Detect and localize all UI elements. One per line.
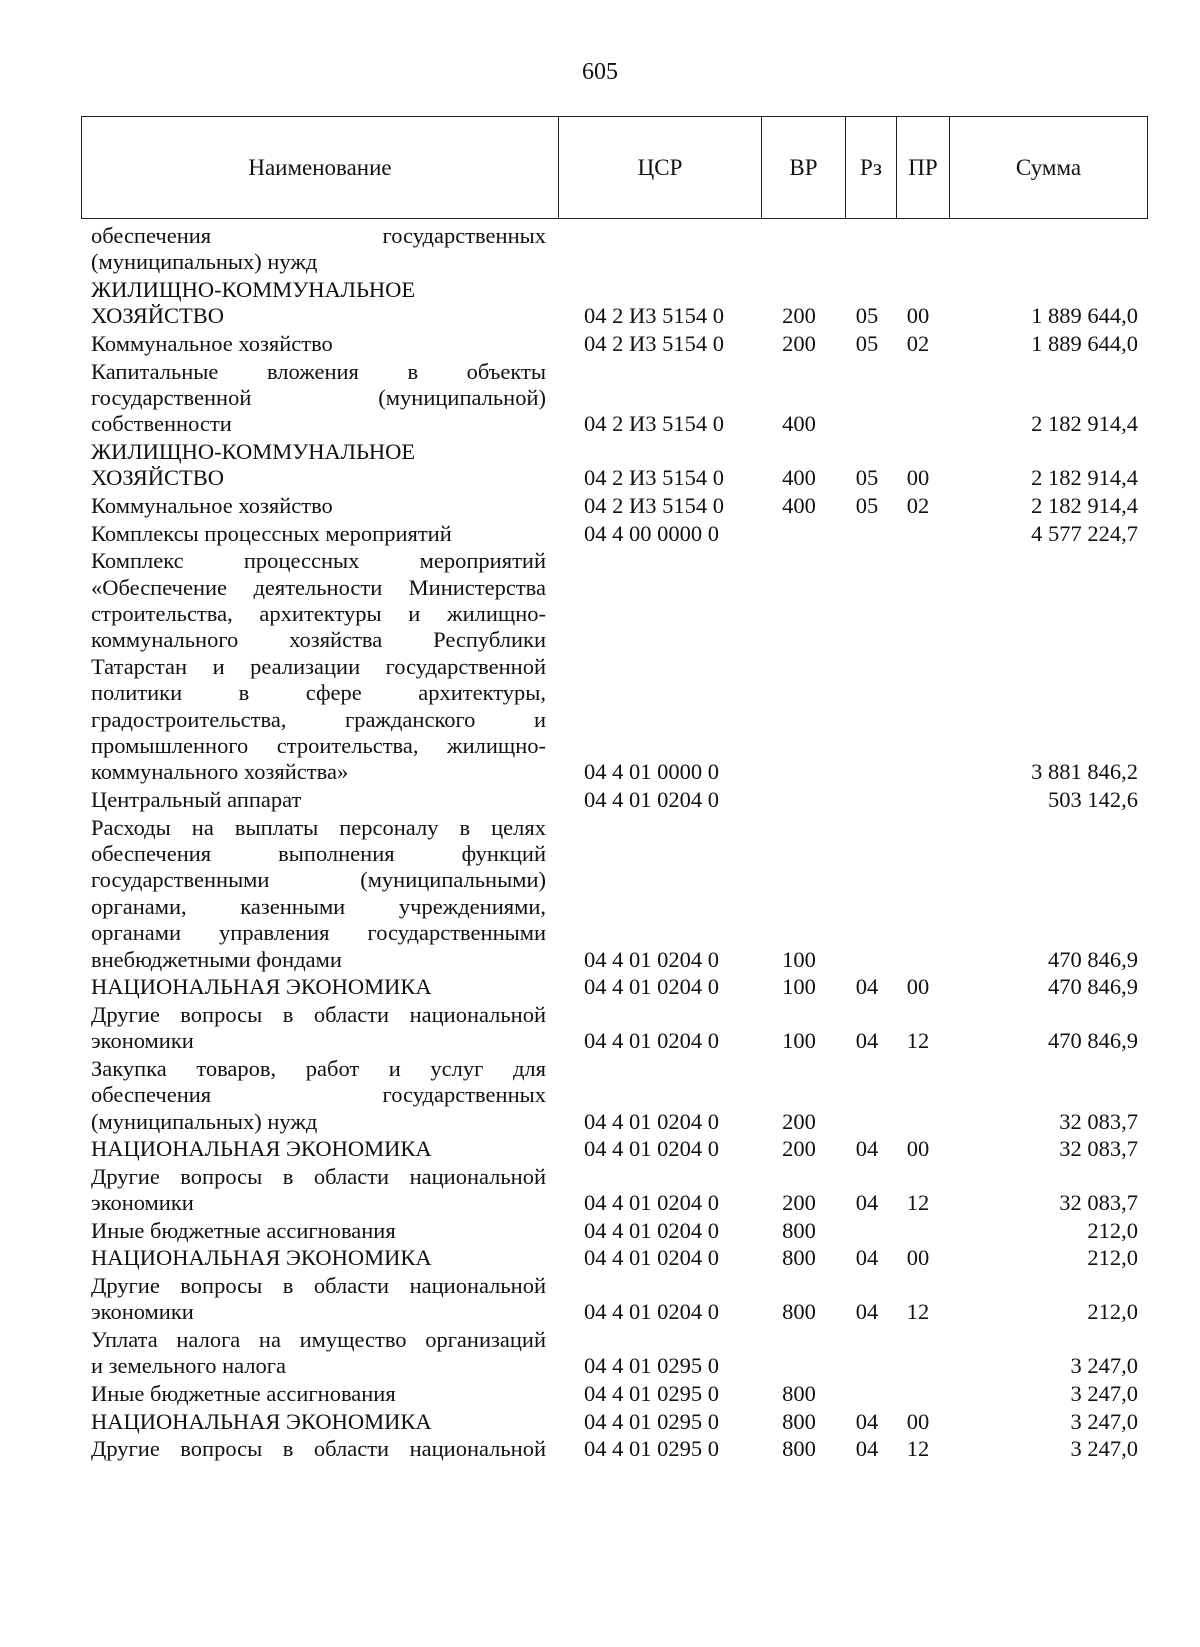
row-pr: 00	[906, 1245, 930, 1271]
row-name-line: ХОЗЯЙСТВО	[91, 303, 225, 329]
row-name-line: обеспечения выполнения функций	[91, 841, 546, 866]
row-name-line: НАЦИОНАЛЬНАЯ ЭКОНОМИКА	[91, 1408, 432, 1434]
row-rz: 04	[855, 1299, 879, 1325]
row-pr: 12	[906, 1436, 930, 1462]
row-pr: 00	[906, 1408, 930, 1434]
row-vr: 800	[782, 1381, 816, 1406]
row-sum: 1 889 644,0	[1031, 303, 1138, 329]
row-name-line: ХОЗЯЙСТВО	[91, 465, 225, 491]
row-name-line: градостроительства, гражданского и	[91, 706, 546, 732]
row-csr: 04 2 И3 5154 0	[584, 303, 724, 329]
row-name-line: Иные бюджетные ассигнования	[91, 1381, 396, 1406]
row-csr: 04 4 01 0295 0	[584, 1353, 719, 1379]
row-vr: 200	[782, 1190, 816, 1216]
row-sum: 2 182 914,4	[1031, 465, 1138, 491]
row-vr: 400	[782, 465, 816, 491]
row-name-line: государственными (муниципальными)	[91, 867, 546, 893]
row-csr: 04 4 00 0000 0	[584, 520, 719, 546]
row-sum: 32 083,7	[1059, 1136, 1138, 1162]
row-sum: 2 182 914,4	[1031, 411, 1138, 437]
row-name-line: Уплата налога на имущество организаций	[91, 1327, 546, 1352]
row-sum: 32 083,7	[1059, 1108, 1138, 1134]
row-vr: 800	[782, 1408, 816, 1434]
row-name-line: ЖИЛИЩНО-КОММУНАЛЬНОЕ	[91, 277, 416, 302]
row-sum: 4 577 224,7	[1031, 520, 1138, 546]
row-vr: 100	[782, 946, 816, 972]
row-name-line: промышленного строительства, жилищно-	[91, 733, 546, 758]
row-vr: 800	[782, 1299, 816, 1325]
header-csr: ЦСР	[559, 117, 762, 219]
row-vr: 800	[782, 1436, 816, 1462]
row-vr: 200	[782, 1108, 816, 1134]
row-sum: 212,0	[1087, 1217, 1138, 1243]
row-name-line: Татарстан и реализации государственной	[91, 653, 546, 679]
header-rz: Рз	[846, 117, 897, 219]
row-name-line: Расходы на выплаты персоналу в целях	[91, 814, 546, 840]
row-sum: 1 889 644,0	[1031, 331, 1138, 356]
row-rz: 04	[855, 1028, 879, 1054]
row-csr: 04 2 И3 5154 0	[584, 493, 724, 518]
row-name-line: органами управления государственными	[91, 920, 546, 946]
row-name-line: НАЦИОНАЛЬНАЯ ЭКОНОМИКА	[91, 1245, 432, 1271]
row-sum: 3 881 846,2	[1031, 759, 1138, 785]
row-csr: 04 4 01 0000 0	[584, 759, 719, 785]
row-name-line: обеспечения государственных	[91, 223, 546, 248]
row-name-line: Другие вопросы в области национальной	[91, 1436, 546, 1462]
row-rz: 04	[855, 1408, 879, 1434]
row-sum: 3 247,0	[1070, 1381, 1138, 1406]
row-name-line: НАЦИОНАЛЬНАЯ ЭКОНОМИКА	[91, 1136, 432, 1162]
row-sum: 212,0	[1087, 1299, 1138, 1325]
row-csr: 04 4 01 0295 0	[584, 1381, 719, 1406]
row-sum: 3 247,0	[1070, 1436, 1138, 1462]
row-name-line: коммунального хозяйства»	[91, 759, 349, 785]
page-number: 605	[582, 59, 618, 85]
row-name-line: и земельного налога	[91, 1353, 287, 1379]
row-csr: 04 4 01 0204 0	[584, 1108, 719, 1134]
row-name-line: Закупка товаров, работ и услуг для	[91, 1055, 546, 1081]
row-name-line: (муниципальных) нужд	[91, 249, 318, 275]
row-sum: 32 083,7	[1059, 1190, 1138, 1216]
row-name-line: Иные бюджетные ассигнования	[91, 1217, 396, 1243]
row-name-line: Капитальные вложения в объекты	[91, 358, 546, 384]
row-name-line: экономики	[91, 1028, 194, 1054]
row-csr: 04 4 01 0295 0	[584, 1408, 719, 1434]
row-name-line: экономики	[91, 1299, 194, 1325]
header-pr: ПР	[897, 117, 950, 219]
row-pr: 02	[906, 331, 930, 356]
row-name-line: собственности	[91, 411, 232, 437]
row-vr: 400	[782, 411, 816, 437]
row-sum: 212,0	[1087, 1245, 1138, 1271]
row-rz: 05	[855, 331, 879, 356]
row-name-line: государственной (муниципальной)	[91, 385, 546, 410]
row-name-line: «Обеспечение деятельности Министерства	[91, 574, 546, 600]
row-vr: 200	[782, 1136, 816, 1162]
row-sum: 470 846,9	[1048, 1028, 1138, 1054]
row-csr: 04 4 01 0204 0	[584, 946, 719, 972]
row-csr: 04 4 01 0204 0	[584, 1028, 719, 1054]
row-name-line: строительства, архитектуры и жилищно-	[91, 601, 546, 626]
row-vr: 800	[782, 1245, 816, 1271]
row-csr: 04 2 И3 5154 0	[584, 331, 724, 356]
row-csr: 04 2 И3 5154 0	[584, 465, 724, 491]
row-name-line: Коммунальное хозяйство	[91, 493, 333, 518]
row-csr: 04 4 01 0204 0	[584, 1245, 719, 1271]
row-name-line: (муниципальных) нужд	[91, 1108, 318, 1134]
row-name-line: обеспечения государственных	[91, 1082, 546, 1108]
row-rz: 04	[855, 1245, 879, 1271]
header-sum: Сумма	[950, 117, 1148, 219]
row-csr: 04 4 01 0204 0	[584, 1136, 719, 1162]
row-vr: 200	[782, 331, 816, 356]
row-rz: 05	[855, 465, 879, 491]
row-sum: 503 142,6	[1048, 787, 1138, 812]
row-vr: 100	[782, 974, 816, 1000]
row-name-line: Комплекс процессных мероприятий	[91, 548, 546, 574]
row-csr: 04 4 01 0204 0	[584, 974, 719, 1000]
row-csr: 04 4 01 0204 0	[584, 1299, 719, 1325]
row-vr: 400	[782, 493, 816, 518]
row-name-line: НАЦИОНАЛЬНАЯ ЭКОНОМИКА	[91, 974, 432, 1000]
row-rz: 04	[855, 974, 879, 1000]
row-rz: 04	[855, 1190, 879, 1216]
row-name-line: внебюджетными фондами	[91, 946, 342, 972]
row-name-line: Коммунальное хозяйство	[91, 331, 333, 356]
row-rz: 04	[855, 1436, 879, 1462]
row-pr: 12	[906, 1299, 930, 1325]
row-pr: 00	[906, 303, 930, 329]
row-sum: 3 247,0	[1070, 1353, 1138, 1379]
header-vr: ВР	[762, 117, 846, 219]
row-vr: 800	[782, 1217, 816, 1243]
row-name-line: ЖИЛИЩНО-КОММУНАЛЬНОЕ	[91, 439, 416, 464]
row-csr: 04 4 01 0295 0	[584, 1436, 719, 1462]
row-sum: 2 182 914,4	[1031, 493, 1138, 518]
header-name: Наименование	[82, 117, 559, 219]
row-pr: 12	[906, 1028, 930, 1054]
row-name-line: Другие вопросы в области национальной	[91, 1163, 546, 1189]
row-csr: 04 2 И3 5154 0	[584, 411, 724, 437]
row-rz: 05	[855, 493, 879, 518]
row-vr: 100	[782, 1028, 816, 1054]
row-name-line: органами, казенными учреждениями,	[91, 893, 546, 919]
row-name-line: Другие вопросы в области национальной	[91, 1273, 546, 1298]
row-rz: 04	[855, 1136, 879, 1162]
row-pr: 00	[906, 465, 930, 491]
row-csr: 04 4 01 0204 0	[584, 1190, 719, 1216]
row-name-line: политики в сфере архитектуры,	[91, 680, 546, 706]
row-name-line: Другие вопросы в области национальной	[91, 1001, 546, 1027]
row-pr: 02	[906, 493, 930, 518]
row-csr: 04 4 01 0204 0	[584, 1217, 719, 1243]
row-rz: 05	[855, 303, 879, 329]
row-name-line: Комплексы процессных мероприятий	[91, 520, 452, 546]
row-sum: 470 846,9	[1048, 974, 1138, 1000]
row-name-line: Центральный аппарат	[91, 787, 302, 812]
row-name-line: экономики	[91, 1190, 194, 1216]
row-pr: 00	[906, 974, 930, 1000]
row-csr: 04 4 01 0204 0	[584, 787, 719, 812]
row-sum: 470 846,9	[1048, 946, 1138, 972]
row-vr: 200	[782, 303, 816, 329]
row-name-line: коммунального хозяйства Республики	[91, 627, 546, 653]
row-sum: 3 247,0	[1070, 1408, 1138, 1434]
row-pr: 00	[906, 1136, 930, 1162]
row-pr: 12	[906, 1190, 930, 1216]
